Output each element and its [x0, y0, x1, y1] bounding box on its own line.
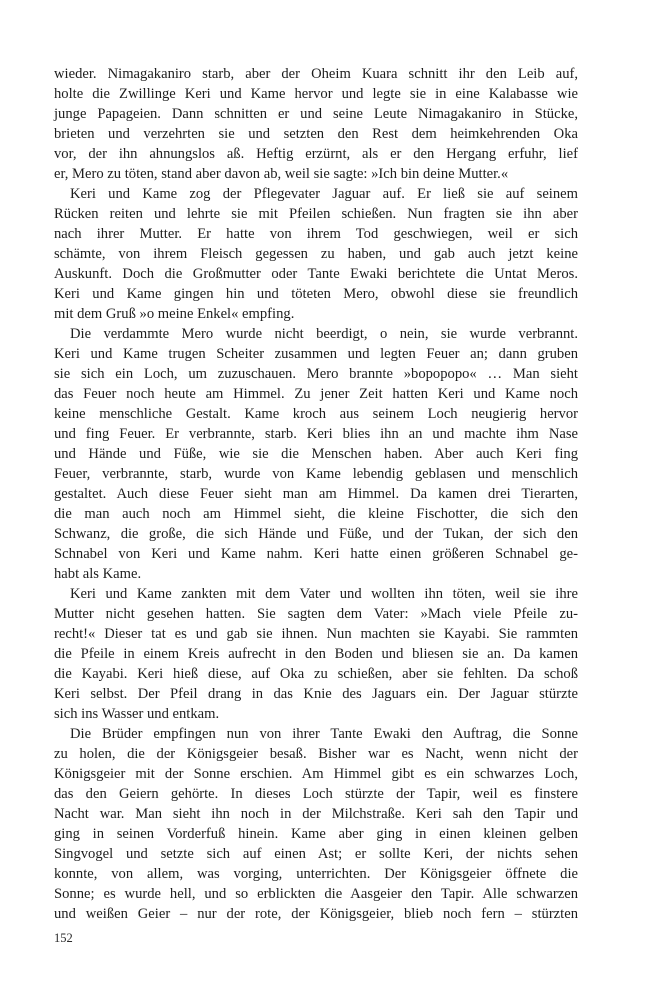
text-line: zu holen, die der Königsgeier besaß. Bisher war es Nacht, wenn nicht der — [54, 746, 578, 762]
text-line: das den Geiern gehörte. In dieses Loch stürzte der Tapir, weil es finstere — [54, 786, 578, 802]
text-line: vor, der ihn ahnungslos aß. Heftig erzürnt, als er den Hergang erfuhr, lief — [54, 146, 578, 162]
text-line: die Pfeile in einem Kreis aufrecht in den Boden und bliesen sie an. Da kamen — [54, 646, 578, 662]
text-line: recht!« Dieser tat es und gab sie ihnen. Nun machten sie Kayabi. Sie rammten — [54, 626, 578, 642]
text-line: Keri selbst. Der Pfeil drang in das Knie des Jaguars ein. Der Jaguar stürzte — [54, 686, 578, 702]
text-line: Keri und Kame zog der Pflegevater Jaguar auf. Er ließ sie auf seinem — [70, 186, 578, 202]
text-line: Feuer, verbrannte, starb, wurde von Kame lebendig geblasen und menschlich — [54, 466, 578, 482]
text-line: und fing Feuer. Er verbrannte, starb. Keri blies ihn an und machte ihm Nase — [54, 426, 578, 442]
text-line: Nacht war. Man sieht ihn noch in der Milchstraße. Keri sah den Tapir und — [54, 806, 578, 822]
text-line: keine menschliche Gestalt. Kame kroch aus seinem Loch neugierig hervor — [54, 406, 578, 422]
text-line: Königsgeier mit der Sonne erschien. Am Himmel gibt es ein schwarzes Loch, — [54, 766, 578, 782]
text-line: Schwanz, die große, die sich Hände und Füße, und der Tukan, der sich den — [54, 526, 578, 542]
text-line: Keri und Kame gingen hin und töteten Mero, obwohl diese sie freundlich — [54, 286, 578, 302]
text-line: sich ins Wasser und entkam. — [54, 706, 220, 722]
text-line: gestaltet. Auch diese Feuer sieht man am Himmel. Da kamen drei Tierarten, — [54, 486, 578, 502]
text-line: brieten und verzehrten sie und setzten den Rest dem heimkehrenden Oka — [54, 126, 578, 142]
text-line: Mutter nicht gesehen hatten. Sie sagten dem Vater: »Mach viele Pfeile zu- — [54, 606, 578, 622]
text-line: Singvogel und setzte sich auf einen Ast; er sollte Keri, der nichts sehen — [54, 846, 578, 862]
text-line: schämte, von ihrem Fleisch gegessen zu haben, und gab auch jetzt keine — [54, 246, 578, 262]
text-line: wieder. Nimagakaniro starb, aber der Oheim Kuara schnitt ihr den Leib auf, — [54, 66, 578, 82]
text-line: Die Brüder empfingen nun von ihrer Tante Ewaki den Auftrag, die Sonne — [70, 726, 578, 742]
text-line: die man auch noch am Himmel sieht, die kleine Fischotter, die sich den — [54, 506, 578, 522]
text-line: Keri und Kame zankten mit dem Vater und wollten ihn töten, weil sie ihre — [70, 586, 578, 602]
text-line: Die verdammte Mero wurde nicht beerdigt, o nein, sie wurde verbrannt. — [70, 326, 578, 342]
text-line: Auskunft. Doch die Großmutter oder Tante Ewaki berichtete die Untat Meros. — [54, 266, 578, 282]
text-line: ging in seinen Vorderfuß hinein. Kame aber ging in einen kleinen gelben — [54, 826, 578, 842]
text-line: holte die Zwillinge Keri und Kame hervor und legte sie in eine Kalabasse wie — [54, 86, 578, 102]
text-line: und weißen Geier – nur der rote, der Königsgeier, blieb noch fern – stürzten — [54, 906, 578, 922]
text-line: er, Mero zu töten, stand aber davon ab, weil sie sagte: »Ich bin deine Mutter.« — [54, 166, 509, 182]
text-line: und Hände und Füße, wie sie die Menschen haben. Aber auch Keri fing — [54, 446, 578, 462]
text-line: mit dem Gruß »o meine Enkel« empfing. — [54, 306, 295, 322]
text-line: Keri und Kame trugen Scheiter zusammen und legten Feuer an; dann gruben — [54, 346, 578, 362]
text-line: das Feuer noch heute am Himmel. Zu jener Zeit hatten Keri und Kame noch — [54, 386, 578, 402]
page-number: 152 — [54, 931, 73, 945]
text-line: nach ihrer Mutter. Er hatte von ihrem Tod geschwiegen, weil er sich — [54, 226, 578, 242]
text-line: Schnabel von Keri und Kame nahm. Keri hatte einen größeren Schnabel ge- — [54, 546, 578, 562]
text-line: konnte, von allem, was vorging, unterrichten. Der Königsgeier öffnete die — [54, 866, 578, 882]
text-line: die Kayabi. Keri hieß diese, auf Oka zu schießen, aber sie fehlten. Da schoß — [54, 666, 578, 682]
text-line: Sonne; es wurde hell, und so erblickten die Aasgeier den Tapir. Alle schwarzen — [54, 886, 578, 902]
body-text — [54, 64, 578, 924]
text-line: Rücken reiten und lehrte sie mit Pfeilen schießen. Nun fragten sie ihn aber — [54, 206, 578, 222]
text-line: junge Papageien. Dann schnitten er und seine Leute Nimagakaniro in Stücke, — [54, 106, 578, 122]
text-line: habt als Kame. — [54, 566, 142, 582]
text-line: sie sich ein Loch, um zuzuschauen. Mero brannte »bopopopo« … Man sieht — [54, 366, 578, 382]
